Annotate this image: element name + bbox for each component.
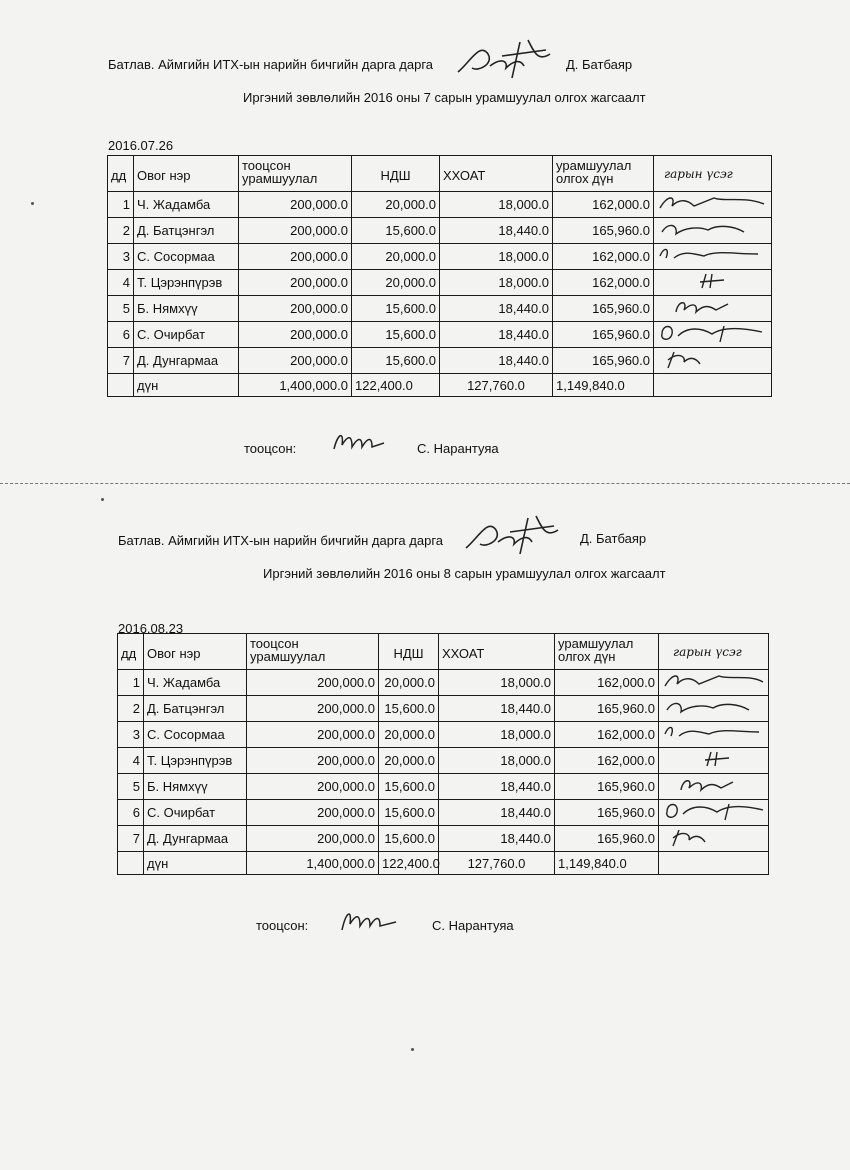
row-calc: 200,000.0 bbox=[239, 348, 352, 374]
row-signature bbox=[659, 826, 769, 852]
row-calc: 200,000.0 bbox=[247, 748, 379, 774]
row-hhoat: 18,000.0 bbox=[439, 722, 555, 748]
row-net: 165,960.0 bbox=[553, 348, 654, 374]
row-ndsh: 15,600.0 bbox=[352, 218, 440, 244]
row-ndsh: 15,600.0 bbox=[379, 826, 439, 852]
row-calc: 200,000.0 bbox=[247, 670, 379, 696]
row-name: Д. Батцэнгэл bbox=[144, 696, 247, 722]
row-signature bbox=[654, 322, 772, 348]
header-calc: тооцсон урамшуулал bbox=[239, 156, 352, 192]
row-calc: 200,000.0 bbox=[239, 322, 352, 348]
row-name: Ч. Жадамба bbox=[134, 192, 239, 218]
row-net: 162,000.0 bbox=[553, 244, 654, 270]
row-net: 162,000.0 bbox=[555, 722, 659, 748]
approver-signature bbox=[450, 32, 560, 82]
row-ndsh: 15,600.0 bbox=[352, 322, 440, 348]
row-hhoat: 18,440.0 bbox=[440, 348, 553, 374]
row-name: С. Очирбат bbox=[144, 800, 247, 826]
row-calc: 200,000.0 bbox=[239, 244, 352, 270]
header-sign bbox=[659, 634, 769, 670]
header-hhoat: ХХОАТ bbox=[440, 156, 553, 192]
row-number: 1 bbox=[118, 670, 144, 696]
row-name: Д. Дунгармаа bbox=[134, 348, 239, 374]
row-ndsh: 15,600.0 bbox=[379, 774, 439, 800]
table-row bbox=[118, 800, 769, 826]
header-name: Овог нэр bbox=[144, 634, 247, 670]
header-ndsh: НДШ bbox=[352, 156, 440, 192]
table-row bbox=[118, 826, 769, 852]
approver-signature bbox=[458, 508, 568, 558]
calculated-label: тооцсон: bbox=[256, 918, 309, 933]
list-date: 2016.08.23 bbox=[118, 621, 184, 636]
row-net: 165,960.0 bbox=[555, 696, 659, 722]
approver-name: Д. Батбаяр bbox=[580, 531, 647, 546]
row-ndsh: 15,600.0 bbox=[352, 296, 440, 322]
row-net: 162,000.0 bbox=[553, 270, 654, 296]
row-signature bbox=[654, 348, 772, 374]
row-calc: 200,000.0 bbox=[239, 296, 352, 322]
row-net: 162,000.0 bbox=[555, 748, 659, 774]
total-hhoat: 127,760.0 bbox=[440, 374, 553, 397]
row-net: 165,960.0 bbox=[555, 774, 659, 800]
header-calc: тооцсон урамшуулал bbox=[247, 634, 379, 670]
list-title: Иргэний зөвлөлийн 2016 оны 8 сарын урамшуулал олгох жагсаалт bbox=[263, 566, 666, 581]
row-net: 165,960.0 bbox=[555, 800, 659, 826]
table-total-row bbox=[118, 852, 769, 875]
row-signature bbox=[654, 218, 772, 244]
row-signature bbox=[659, 696, 769, 722]
row-hhoat: 18,440.0 bbox=[439, 696, 555, 722]
header-sign bbox=[654, 156, 772, 192]
total-net: 1,149,840.0 bbox=[555, 852, 659, 875]
row-number: 3 bbox=[118, 722, 144, 748]
row-net: 165,960.0 bbox=[553, 322, 654, 348]
row-net: 165,960.0 bbox=[553, 218, 654, 244]
row-ndsh: 20,000.0 bbox=[379, 722, 439, 748]
total-calc: 1,400,000.0 bbox=[247, 852, 379, 875]
row-net: 165,960.0 bbox=[553, 296, 654, 322]
table-total-row bbox=[108, 374, 772, 397]
row-hhoat: 18,440.0 bbox=[440, 218, 553, 244]
table-row bbox=[108, 270, 772, 296]
table-row bbox=[118, 774, 769, 800]
header-hhoat: ХХОАТ bbox=[439, 634, 555, 670]
row-number: 7 bbox=[118, 826, 144, 852]
row-name: Б. Нямхүү bbox=[134, 296, 239, 322]
calculator-signature bbox=[336, 902, 402, 938]
row-hhoat: 18,440.0 bbox=[439, 800, 555, 826]
row-signature bbox=[654, 270, 772, 296]
row-ndsh: 20,000.0 bbox=[352, 244, 440, 270]
calculated-name: С. Нарантуяа bbox=[432, 918, 514, 933]
row-hhoat: 18,000.0 bbox=[439, 670, 555, 696]
row-name: С. Сосормаа bbox=[134, 244, 239, 270]
row-signature bbox=[659, 670, 769, 696]
row-ndsh: 20,000.0 bbox=[379, 670, 439, 696]
row-number: 2 bbox=[108, 218, 134, 244]
row-calc: 200,000.0 bbox=[247, 800, 379, 826]
row-net: 162,000.0 bbox=[553, 192, 654, 218]
payroll-table bbox=[107, 155, 772, 397]
row-name: С. Очирбат bbox=[134, 322, 239, 348]
list-title: Иргэний зөвлөлийн 2016 оны 7 сарын урамшуулал олгох жагсаалт bbox=[243, 90, 646, 105]
row-hhoat: 18,440.0 bbox=[439, 774, 555, 800]
row-name: Д. Дунгармаа bbox=[144, 826, 247, 852]
table-row bbox=[108, 348, 772, 374]
total-label: дүн bbox=[144, 852, 247, 875]
approval-text: Батлав. Аймгийн ИТХ-ын нарийн бичгийн дарга дарга bbox=[118, 533, 443, 548]
total-calc: 1,400,000.0 bbox=[239, 374, 352, 397]
total-ndsh: 122,400.0 bbox=[379, 852, 439, 875]
total-label: дүн bbox=[134, 374, 239, 397]
row-ndsh: 15,600.0 bbox=[379, 800, 439, 826]
row-name: Д. Батцэнгэл bbox=[134, 218, 239, 244]
row-signature bbox=[659, 800, 769, 826]
table-row bbox=[118, 696, 769, 722]
row-ndsh: 20,000.0 bbox=[352, 192, 440, 218]
header-dd: дд bbox=[108, 156, 134, 192]
total-spacer bbox=[118, 852, 144, 875]
table-header bbox=[118, 634, 769, 670]
row-name: Ч. Жадамба bbox=[144, 670, 247, 696]
header-name: Овог нэр bbox=[134, 156, 239, 192]
total-net: 1,149,840.0 bbox=[553, 374, 654, 397]
row-calc: 200,000.0 bbox=[239, 218, 352, 244]
total-spacer bbox=[108, 374, 134, 397]
approver-name: Д. Батбаяр bbox=[566, 57, 633, 72]
total-ndsh: 122,400.0 bbox=[352, 374, 440, 397]
row-hhoat: 18,440.0 bbox=[440, 322, 553, 348]
row-ndsh: 20,000.0 bbox=[352, 270, 440, 296]
row-signature bbox=[654, 192, 772, 218]
row-hhoat: 18,000.0 bbox=[440, 192, 553, 218]
header-net: урамшуулал олгох дүн bbox=[553, 156, 654, 192]
row-hhoat: 18,440.0 bbox=[440, 296, 553, 322]
table-row bbox=[118, 670, 769, 696]
header-dd: дд bbox=[118, 634, 144, 670]
row-number: 2 bbox=[118, 696, 144, 722]
total-sign-empty bbox=[654, 374, 772, 397]
row-net: 162,000.0 bbox=[555, 670, 659, 696]
header-ndsh: НДШ bbox=[379, 634, 439, 670]
row-hhoat: 18,000.0 bbox=[440, 244, 553, 270]
calculator-signature bbox=[328, 425, 388, 457]
table-header bbox=[108, 156, 772, 192]
header-sign-text: гарын үсэг bbox=[664, 167, 733, 181]
row-ndsh: 20,000.0 bbox=[379, 748, 439, 774]
payroll-table bbox=[117, 633, 769, 875]
row-calc: 200,000.0 bbox=[247, 774, 379, 800]
row-number: 4 bbox=[118, 748, 144, 774]
row-name: Т. Цэрэнпүрэв bbox=[144, 748, 247, 774]
row-calc: 200,000.0 bbox=[239, 192, 352, 218]
row-signature bbox=[659, 722, 769, 748]
table-row bbox=[108, 322, 772, 348]
row-calc: 200,000.0 bbox=[239, 270, 352, 296]
row-calc: 200,000.0 bbox=[247, 826, 379, 852]
row-signature bbox=[659, 774, 769, 800]
header-sign-text: гарын үсэг bbox=[673, 645, 742, 659]
row-hhoat: 18,000.0 bbox=[440, 270, 553, 296]
total-sign-empty bbox=[659, 852, 769, 875]
row-signature bbox=[654, 296, 772, 322]
row-signature bbox=[659, 748, 769, 774]
table-row bbox=[108, 218, 772, 244]
table-row bbox=[108, 296, 772, 322]
table-row bbox=[118, 722, 769, 748]
scan-speck bbox=[101, 498, 104, 501]
row-net: 165,960.0 bbox=[555, 826, 659, 852]
table-row bbox=[108, 244, 772, 270]
row-number: 4 bbox=[108, 270, 134, 296]
calculated-name: С. Нарантуяа bbox=[417, 441, 499, 456]
row-name: С. Сосормаа bbox=[144, 722, 247, 748]
row-number: 5 bbox=[108, 296, 134, 322]
calculated-label: тооцсон: bbox=[244, 441, 297, 456]
total-hhoat: 127,760.0 bbox=[439, 852, 555, 875]
row-hhoat: 18,440.0 bbox=[439, 826, 555, 852]
row-hhoat: 18,000.0 bbox=[439, 748, 555, 774]
list-date: 2016.07.26 bbox=[108, 138, 174, 153]
row-ndsh: 15,600.0 bbox=[352, 348, 440, 374]
table-row bbox=[118, 748, 769, 774]
section-divider bbox=[0, 483, 850, 484]
row-number: 5 bbox=[118, 774, 144, 800]
row-signature bbox=[654, 244, 772, 270]
header-net: урамшуулал олгох дүн bbox=[555, 634, 659, 670]
scan-speck bbox=[411, 1048, 414, 1051]
row-name: Т. Цэрэнпүрэв bbox=[134, 270, 239, 296]
row-number: 6 bbox=[108, 322, 134, 348]
row-calc: 200,000.0 bbox=[247, 696, 379, 722]
table-row bbox=[108, 192, 772, 218]
row-name: Б. Нямхүү bbox=[144, 774, 247, 800]
row-number: 3 bbox=[108, 244, 134, 270]
row-number: 6 bbox=[118, 800, 144, 826]
row-number: 7 bbox=[108, 348, 134, 374]
row-number: 1 bbox=[108, 192, 134, 218]
row-calc: 200,000.0 bbox=[247, 722, 379, 748]
row-ndsh: 15,600.0 bbox=[379, 696, 439, 722]
approval-text: Батлав. Аймгийн ИТХ-ын нарийн бичгийн дарга дарга bbox=[108, 57, 433, 72]
scan-speck bbox=[31, 202, 34, 205]
